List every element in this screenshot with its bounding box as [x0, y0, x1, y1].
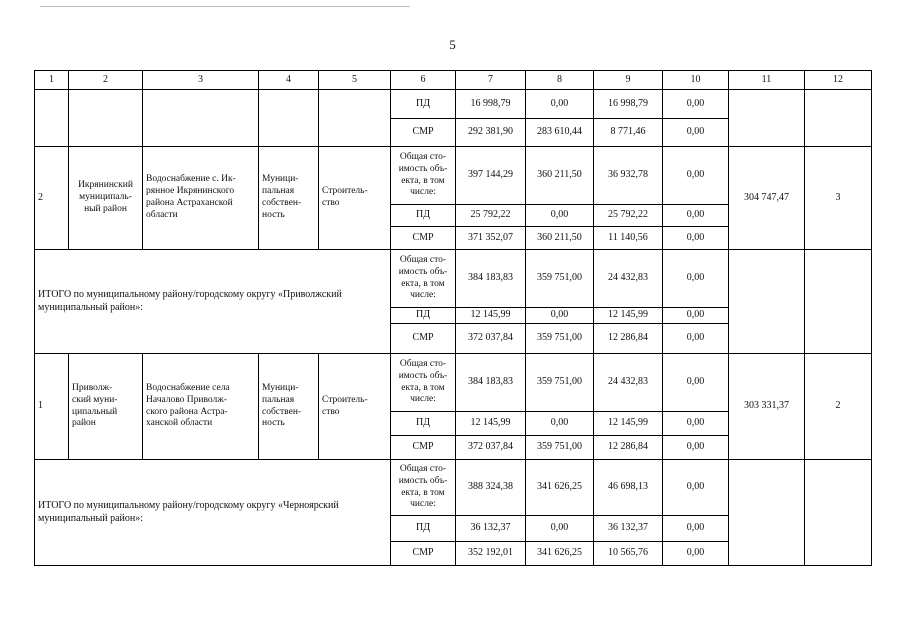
cell-empty	[35, 90, 69, 147]
col12-value: 3	[805, 147, 872, 250]
row-label-smr: СМР	[391, 119, 456, 147]
row-number: 2	[35, 147, 69, 250]
value-cell: 25 792,22	[594, 205, 663, 227]
value-cell: 0,00	[663, 308, 729, 324]
col-header: 10	[663, 71, 729, 90]
col-header: 12	[805, 71, 872, 90]
value-cell: 36 132,37	[594, 516, 663, 542]
value-cell: 12 286,84	[594, 436, 663, 460]
cell-empty	[805, 460, 872, 566]
value-cell: 372 037,84	[456, 324, 526, 354]
value-cell: 352 192,01	[456, 542, 526, 566]
cell-empty	[319, 90, 391, 147]
row-label-smr: СМР	[391, 542, 456, 566]
value-cell: 0,00	[663, 436, 729, 460]
col-header: 6	[391, 71, 456, 90]
value-cell: 24 432,83	[594, 354, 663, 412]
cell-empty	[729, 250, 805, 354]
value-cell: 0,00	[663, 147, 729, 205]
header-row	[35, 71, 872, 90]
row-label-total: Общая сто- имость объ- екта, в том числе:	[391, 147, 456, 205]
value-cell: 46 698,13	[594, 460, 663, 516]
col12-value: 2	[805, 354, 872, 460]
value-cell: 0,00	[663, 250, 729, 308]
row-number: 1	[35, 354, 69, 460]
work-type-cell: Строитель- ство	[319, 354, 391, 460]
value-cell: 12 145,99	[456, 308, 526, 324]
cell-empty	[805, 90, 872, 147]
col-header: 9	[594, 71, 663, 90]
row-label-pd: ПД	[391, 90, 456, 119]
col-header: 2	[69, 71, 143, 90]
row-label-pd: ПД	[391, 516, 456, 542]
col-header: 1	[35, 71, 69, 90]
object-cell: Водоснабжение с. Ик- рянное Икрянинского района Астраханской области	[143, 147, 259, 250]
value-cell: 360 211,50	[526, 227, 594, 250]
value-cell: 359 751,00	[526, 436, 594, 460]
row-label-smr: СМР	[391, 436, 456, 460]
row-label-total: Общая сто- имость объ- екта, в том числе:	[391, 250, 456, 308]
table-row	[35, 90, 872, 119]
cell-empty	[729, 90, 805, 147]
row-label-total: Общая сто- имость объ- екта, в том числе:	[391, 354, 456, 412]
value-cell: 0,00	[526, 308, 594, 324]
table-row	[35, 147, 872, 205]
value-cell: 397 144,29	[456, 147, 526, 205]
value-cell: 16 998,79	[594, 90, 663, 119]
value-cell: 384 183,83	[456, 250, 526, 308]
cell-empty	[805, 250, 872, 354]
itogo-label: ИТОГО по муниципальному району/городскому округу «Черноярский муниципальный район»:	[35, 460, 391, 566]
value-cell: 0,00	[663, 542, 729, 566]
value-cell: 360 211,50	[526, 147, 594, 205]
col11-value: 304 747,47	[729, 147, 805, 250]
value-cell: 10 565,76	[594, 542, 663, 566]
object-cell: Водоснабжение села Началово Приволж- ского района Астра- ханской области	[143, 354, 259, 460]
cell-empty	[259, 90, 319, 147]
cell-empty	[729, 460, 805, 566]
table-row	[35, 354, 872, 412]
page-number: 5	[449, 37, 456, 52]
value-cell: 341 626,25	[526, 460, 594, 516]
row-label-pd: ПД	[391, 308, 456, 324]
value-cell: 341 626,25	[526, 542, 594, 566]
value-cell: 11 140,56	[594, 227, 663, 250]
value-cell: 36 932,78	[594, 147, 663, 205]
col11-value: 303 331,37	[729, 354, 805, 460]
value-cell: 24 432,83	[594, 250, 663, 308]
table-row	[35, 250, 872, 308]
value-cell: 0,00	[663, 460, 729, 516]
district-cell: Приволж- ский муни- ципальный район	[69, 354, 143, 460]
value-cell: 12 145,99	[456, 412, 526, 436]
value-cell: 0,00	[663, 119, 729, 147]
col-header: 7	[456, 71, 526, 90]
row-label-smr: СМР	[391, 227, 456, 250]
value-cell: 12 145,99	[594, 412, 663, 436]
ownership-cell: Муници- пальная собствен- ность	[259, 354, 319, 460]
value-cell: 36 132,37	[456, 516, 526, 542]
col-header: 11	[729, 71, 805, 90]
value-cell: 0,00	[526, 90, 594, 119]
scan-artifact-line	[40, 6, 410, 7]
value-cell: 0,00	[663, 90, 729, 119]
col-header: 8	[526, 71, 594, 90]
value-cell: 0,00	[663, 354, 729, 412]
col-header: 5	[319, 71, 391, 90]
value-cell: 384 183,83	[456, 354, 526, 412]
value-cell: 8 771,46	[594, 119, 663, 147]
table-row	[35, 460, 872, 516]
row-label-pd: ПД	[391, 412, 456, 436]
value-cell: 0,00	[663, 412, 729, 436]
value-cell: 359 751,00	[526, 354, 594, 412]
value-cell: 12 286,84	[594, 324, 663, 354]
value-cell: 0,00	[526, 205, 594, 227]
cell-empty	[69, 90, 143, 147]
row-label-smr: СМР	[391, 324, 456, 354]
value-cell: 372 037,84	[456, 436, 526, 460]
district-cell: Икрянинский муниципаль- ный район	[69, 147, 143, 250]
value-cell: 0,00	[526, 412, 594, 436]
work-type-cell: Строитель- ство	[319, 147, 391, 250]
value-cell: 16 998,79	[456, 90, 526, 119]
value-cell: 359 751,00	[526, 250, 594, 308]
value-cell: 359 751,00	[526, 324, 594, 354]
ownership-cell: Муници- пальная собствен- ность	[259, 147, 319, 250]
row-label-total: Общая сто- имость объ- екта, в том числе:	[391, 460, 456, 516]
itogo-label: ИТОГО по муниципальному району/городскому округу «Приволжский муниципальный район»:	[35, 250, 391, 354]
value-cell: 0,00	[526, 516, 594, 542]
value-cell: 371 352,07	[456, 227, 526, 250]
value-cell: 292 381,90	[456, 119, 526, 147]
value-cell: 0,00	[663, 205, 729, 227]
value-cell: 0,00	[663, 324, 729, 354]
value-cell: 0,00	[663, 516, 729, 542]
row-label-pd: ПД	[391, 205, 456, 227]
value-cell: 0,00	[663, 227, 729, 250]
cell-empty	[143, 90, 259, 147]
col-header: 4	[259, 71, 319, 90]
col-header: 3	[143, 71, 259, 90]
value-cell: 12 145,99	[594, 308, 663, 324]
data-table	[34, 70, 872, 566]
value-cell: 25 792,22	[456, 205, 526, 227]
value-cell: 283 610,44	[526, 119, 594, 147]
value-cell: 388 324,38	[456, 460, 526, 516]
